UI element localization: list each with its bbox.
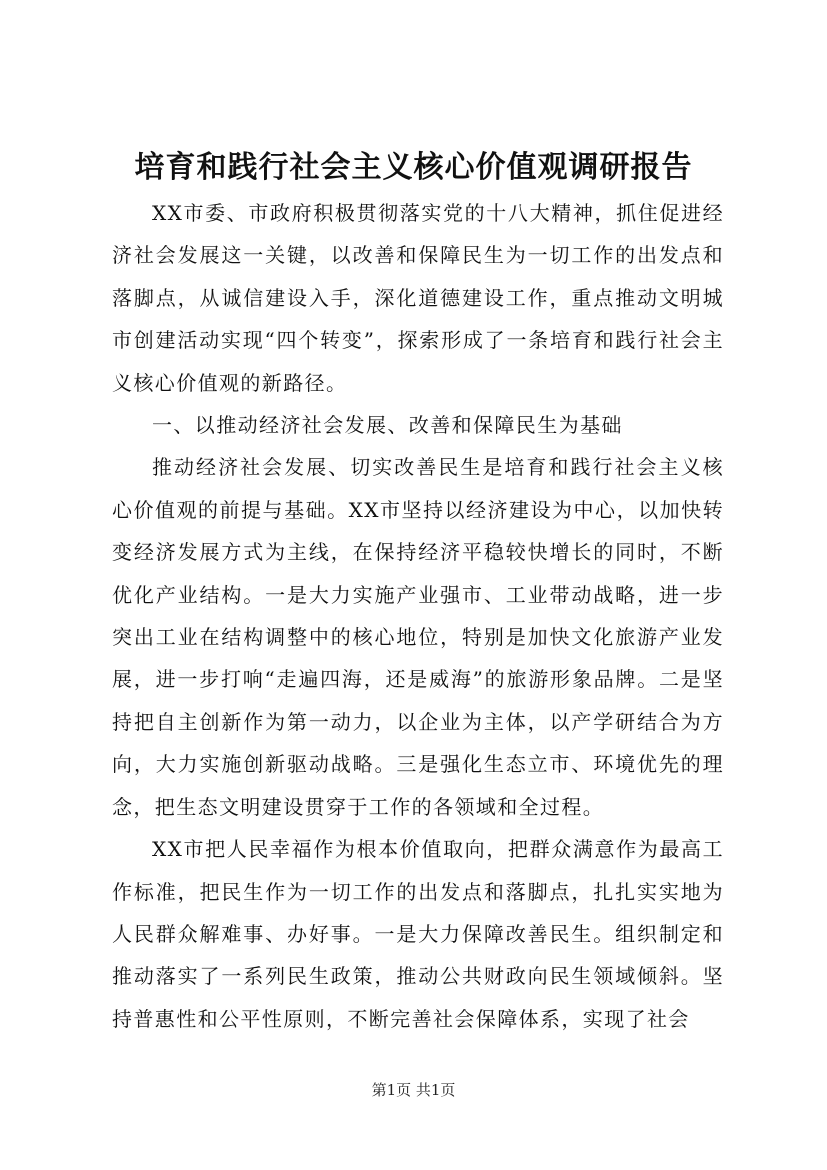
document-title: 培育和践行社会主义核心价值观调研报告 (134, 150, 693, 185)
page-footer: 第1页 共1页 (371, 1081, 456, 1099)
document-body (112, 192, 724, 1040)
paragraph-intro: XX市委、市政府积极贯彻落实党的十八大精神，抓住促进经济社会发展这一关键，以改善和保障民生为一切工作的出发点和落脚点，从诚信建设入手，深化道德建设工作，重点推动文明城市创建活动实现“四个转变”，探索形成了一条培育和践行社会主义核心价值观的新路径。 (112, 201, 724, 395)
section-heading-1: 一、以推动经济社会发展、改善和保障民生为基础 (152, 413, 623, 438)
paragraph-economy: 推动经济社会发展、切实改善民生是培育和践行社会主义核心价值观的前提与基础。XX市坚持以经济建设为中心，以加快转变经济发展方式为主线，在保持经济平稳较快增长的同时，不断优化产业结构。一是大力实施产业强市、工业带动战略，进一步突出工业在结构调整中的核心地位，特别是加快文化旅游产业发展，进一步打响“走遍四海，还是威海”的旅游形象品牌。二是坚持把自主创新作为第一动力，以企业为主体，以产学研结合为方向，大力实施创新驱动战略。三是强化生态立市、环境优先的理念，把生态文明建设贯穿于工作的各领域和全过程。 (112, 455, 724, 819)
paragraph-livelihood: XX市把人民幸福作为根本价值取向，把群众满意作为最高工作标准，把民生作为一切工作的出发点和落脚点，扎扎实实地为人民群众解难事、办好事。一是大力保障改善民生。组织制定和推动落实了一系列民生政策，推动公共财政向民生领域倾斜。坚持普惠性和公平性原则，不断完善社会保障体系，实现了社会 (112, 837, 724, 1031)
